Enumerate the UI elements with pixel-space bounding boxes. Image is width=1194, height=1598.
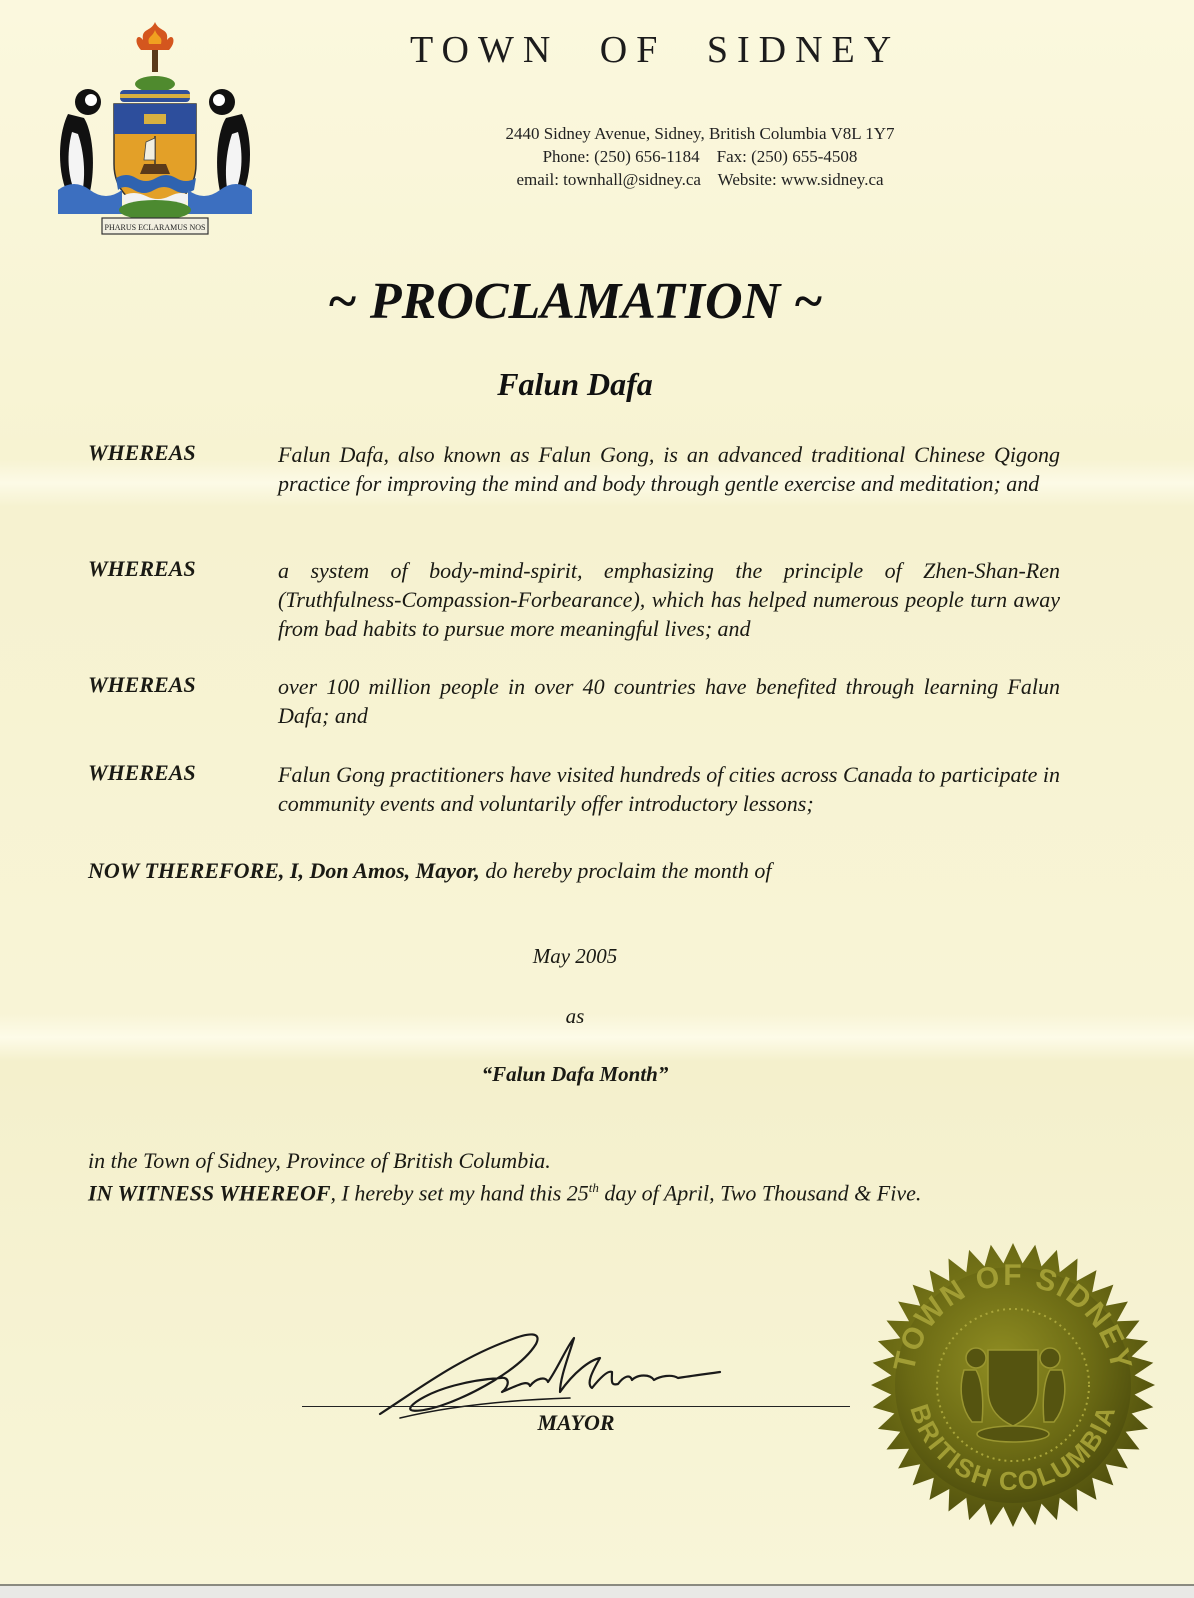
whereas-label: WHEREAS: [88, 440, 196, 465]
proclamation-subject: Falun Dafa: [497, 366, 653, 402]
closing-witness: [88, 1180, 921, 1206]
mayor-title: MAYOR: [537, 1410, 615, 1435]
seal-bottom-text: BRITISH COLUMBIA: [904, 1400, 1122, 1497]
proclamation-heading: ~ PROCLAMATION ~: [327, 273, 823, 330]
contact-block: [430, 122, 970, 191]
gold-seal-icon: [868, 1240, 1158, 1530]
seal-top-text: TOWN OF SIDNEY: [887, 1258, 1139, 1375]
whereas-text: over 100 million people in over 40 countries have benefited through learning Falun Dafa; and: [278, 674, 1060, 728]
proclaimed-month: May 2005: [532, 944, 618, 968]
town-title: TOWN OF SIDNEY: [410, 29, 901, 71]
coat-of-arms-icon: [48, 14, 262, 244]
witness-lead: IN WITNESS WHEREOF: [88, 1180, 331, 1206]
as-word: as: [565, 1004, 585, 1028]
phone-line: Phone: (250) 656-1184 Fax: (250) 655-4508: [542, 147, 858, 166]
closing-location: in the Town of Sidney, Province of British Columbia.: [88, 1148, 551, 1173]
declaration-rest: do hereby proclaim the month of: [479, 858, 772, 883]
whereas-label: WHEREAS: [88, 556, 196, 581]
declaration-lead: NOW THEREFORE, I, Don Amos, Mayor,: [88, 858, 480, 883]
whereas-text: Falun Dafa, also known as Falun Gong, is an advanced traditional Chinese Qigong practice for improving the mind and body through gentle exercise and meditation; and: [278, 442, 1060, 496]
signature-line: [302, 1406, 850, 1407]
address-line: 2440 Sidney Avenue, Sidney, British Columbia V8L 1Y7: [505, 124, 895, 143]
whereas-label: WHEREAS: [88, 672, 196, 697]
whereas-text: Falun Gong practitioners have visited hundreds of cities across Canada to participate in community events and voluntarily offer introductory lessons;: [278, 762, 1060, 816]
witness-post: day of April, Two Thousand & Five.: [598, 1180, 922, 1206]
declaration-line: [88, 858, 771, 884]
witness-pre: , I hereby set my hand this 25: [330, 1180, 589, 1206]
whereas-text: a system of body-mind-spirit, emphasizing the principle of Zhen-Shan-Ren (Truthfulness-Compassion-Forbearance), which has helped numerous people turn away from bad habits to pursue more meaningful lives; and: [278, 558, 1060, 641]
contact-line: email: townhall@sidney.ca Website: www.sidney.ca: [516, 170, 884, 189]
proclaimed-name: “Falun Dafa Month”: [481, 1062, 669, 1086]
whereas-label: WHEREAS: [88, 760, 196, 785]
crest-motto: PHARUS ECLARAMUS NOS: [104, 223, 206, 232]
witness-sup: th: [588, 1180, 599, 1195]
